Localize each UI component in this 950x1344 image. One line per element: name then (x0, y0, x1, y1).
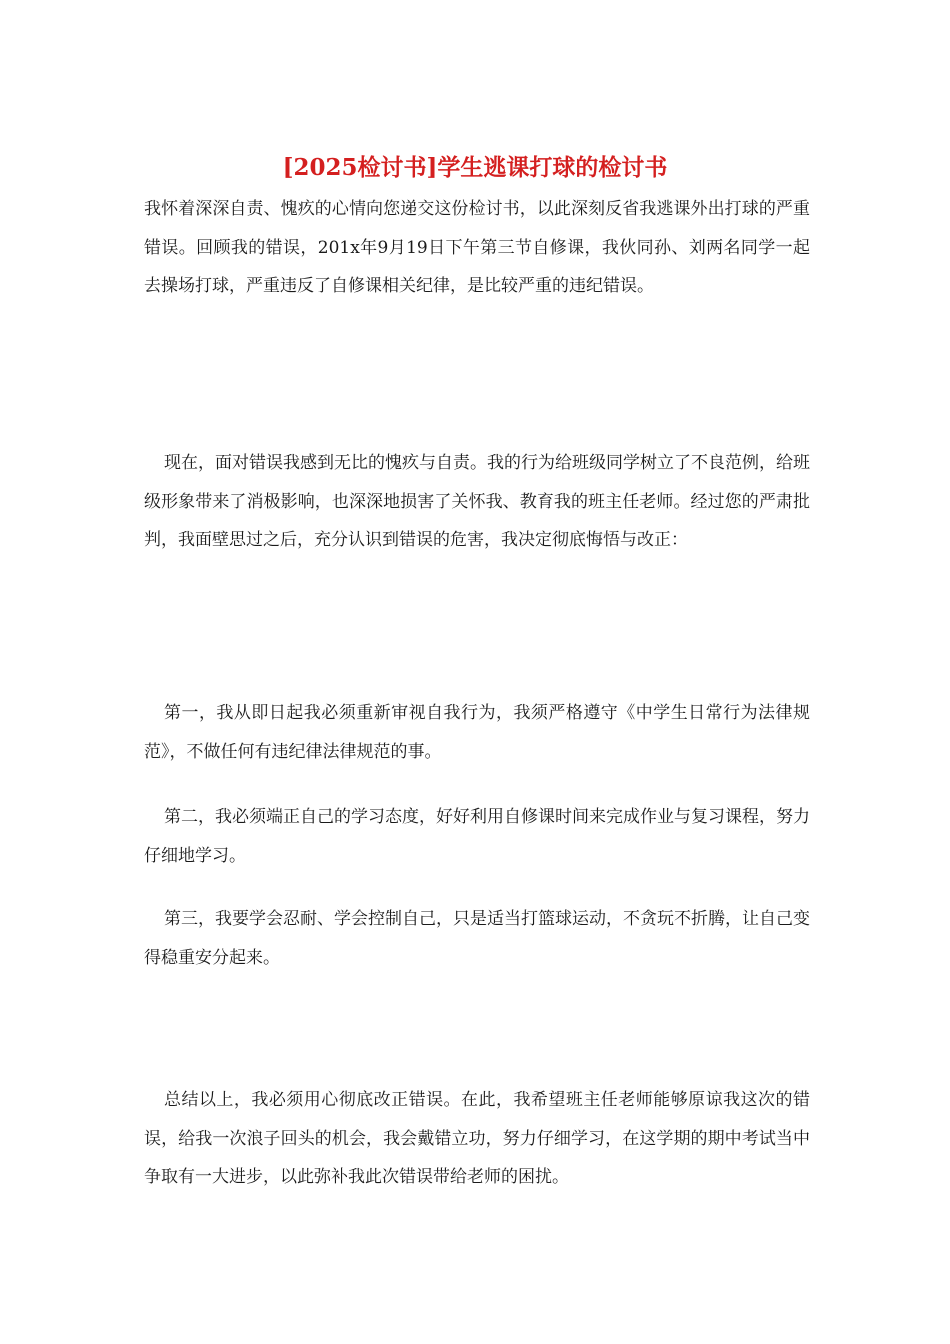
paragraph-conclusion: 总结以上，我必须用心彻底改正错误。在此，我希望班主任老师能够原谅我这次的错误，给我一次浪子回头的机会，我会戴错立功，努力仔细学习，在这学期的期中考试当中争取有一大进步，以此弥补我此次错误带给老师的困扰。 (144, 1090, 810, 1187)
paragraph-reflection: 现在，面对错误我感到无比的愧疚与自责。我的行为给班级同学树立了不良范例，给班级形象带来了消极影响，也深深地损害了关怀我、教育我的班主任老师。经过您的严肃批判，我面壁思过之后，充分认识到错误的危害，我决定彻底悔悟与改正： (144, 453, 810, 550)
paragraph-point-two: 第二，我必须端正自己的学习态度，好好利用自修课时间来完成作业与复习课程，努力仔细地学习。 (144, 807, 810, 866)
paragraph-confession: 我怀着深深自责、愧疚的心情向您递交这份检讨书，以此深刻反省我逃课外出打球的严重错误。回顾我的错误，201x年9月19日下午第三节自修课，我伙同孙、刘两名同学一起去操场打球，严重违反了自修课相关纪律，是比较严重的违纪错误。 (144, 199, 810, 296)
document-title: [2025检讨书]学生逃课打球的检讨书 (282, 154, 668, 181)
paragraph-point-three: 第三，我要学会忍耐、学会控制自己，只是适当打篮球运动，不贪玩不折腾，让自己变得稳重安分起来。 (144, 909, 810, 968)
paragraph-point-one: 第一，我从即日起我必须重新审视自我行为，我须严格遵守《中学生日常行为法律规范》，不做任何有违纪律法律规范的事。 (144, 703, 810, 762)
